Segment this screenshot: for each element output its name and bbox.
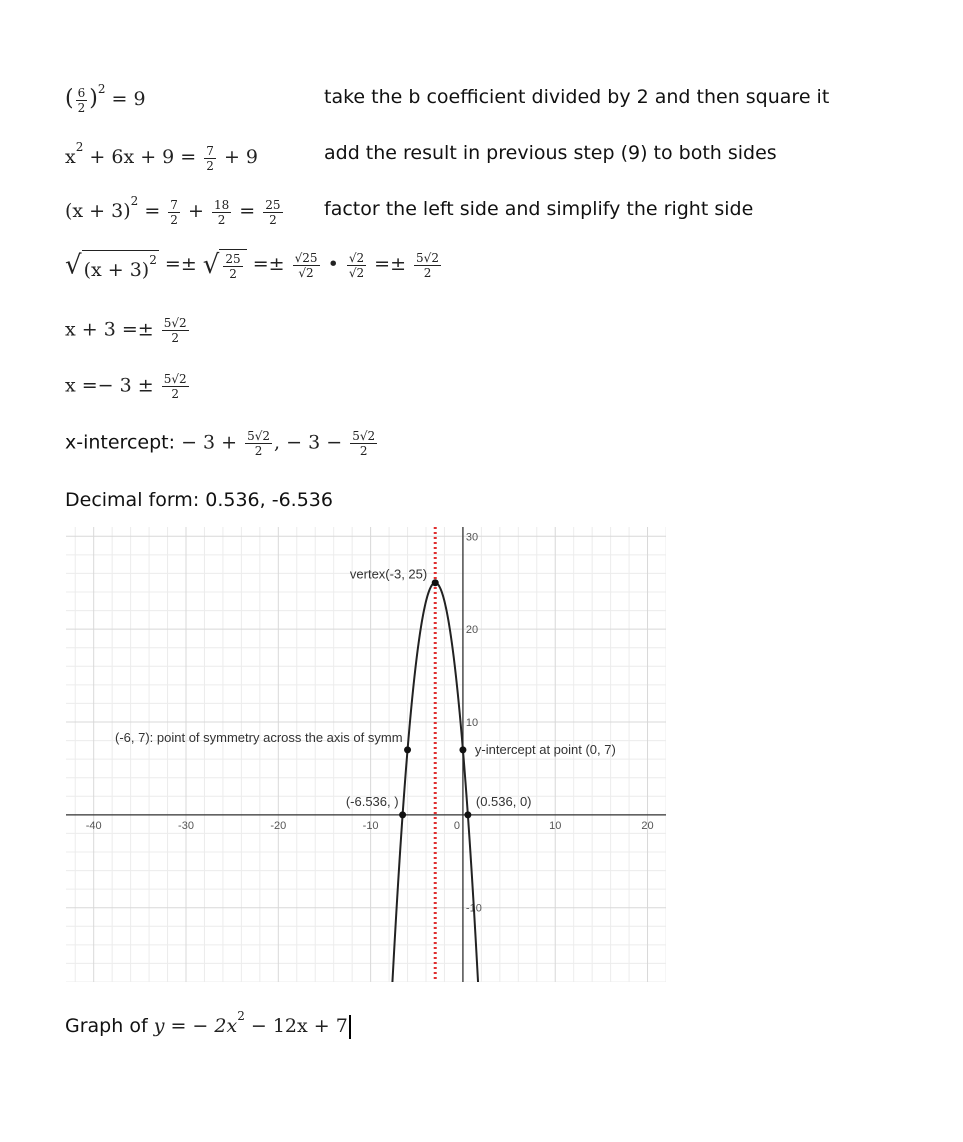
- fraction: $\frac{5√2}{2}$: [163, 372, 187, 401]
- fraction: $\frac{7}{2}$: [170, 197, 178, 227]
- step-6-math: x =− 3 ± $\frac{5√2}{2}$: [65, 372, 187, 401]
- y-tick-label: -10: [465, 902, 482, 915]
- fraction: $\frac{√25}{√2}$: [294, 250, 318, 280]
- fraction: $\frac{5√2}{2}$: [352, 429, 376, 458]
- data-point: [459, 746, 466, 753]
- step-4-math: √ $(x + 3)^2$ =± √ $\frac{25}{2}$ =± $\frac{√25}{√2}$ • $\frac{√2}{√2}$ =± $\frac{5√2}{2}$: [65, 250, 439, 281]
- point-label: y-intercept at point (0, 7): [474, 741, 616, 757]
- caption-label: Graph of: [65, 1015, 148, 1037]
- step-1-math: ( $\frac{6}{2}$ )$^2$ = 9: [65, 82, 146, 115]
- x-tick-label: 10: [549, 819, 562, 832]
- point-label: (-6, 7): point of symmetry across the axis of symm: [115, 729, 403, 745]
- x-intercept-label: x-intercept:: [65, 431, 176, 454]
- y-tick-label: 20: [465, 624, 479, 637]
- text-cursor[interactable]: [349, 1015, 351, 1039]
- step-3-note: factor the left side and simplify the right side: [324, 198, 754, 220]
- parabola-graph: [66, 527, 666, 982]
- point-label: (0.536, 0): [475, 793, 532, 809]
- point-label: vertex(-3, 25): [349, 566, 428, 582]
- fraction: $\frac{6}{2}$: [77, 85, 86, 115]
- data-point: [399, 811, 406, 818]
- point-label: (-6.536, ): [345, 793, 399, 809]
- x-tick-label: -40: [85, 819, 102, 832]
- x-tick-label: -30: [178, 819, 194, 832]
- tick-labels: [86, 531, 654, 914]
- step-3-math: $(x + 3)^2$ = $\frac{7}{2}$ + $\frac{18}{2}$ = $\frac{25}{2}$: [65, 194, 281, 227]
- step-1-note: take the b coefficient divided by 2 and then square it: [324, 86, 830, 108]
- fraction: $\frac{25}{2}$: [265, 197, 281, 227]
- graph-caption: Graph of y = − $2x^2 - 12x + 7$: [65, 1009, 351, 1039]
- step-5-math: x + 3 =± $\frac{5√2}{2}$: [65, 316, 187, 345]
- fraction: $\frac{7}{2}$: [206, 143, 214, 173]
- square-root: √ $\frac{25}{2}$: [203, 249, 247, 281]
- x-tick-label: 0: [453, 819, 460, 832]
- x-tick-label: -20: [270, 819, 287, 832]
- fraction: $\frac{√2}{√2}$: [348, 250, 365, 280]
- fraction: $\frac{18}{2}$: [213, 197, 230, 227]
- fraction: $\frac{5√2}{2}$: [163, 316, 187, 345]
- y-tick-label: 10: [465, 717, 479, 729]
- y-tick-label: 30: [465, 531, 479, 544]
- x-intercept-line: x-intercept: − 3 + $\frac{5√2}{2}$ , − 3 − $\frac{5√2}{2}$: [65, 429, 376, 458]
- data-point: [464, 811, 471, 818]
- x-tick-label: -10: [362, 819, 379, 832]
- points: [115, 567, 616, 819]
- step-2-note: add the result in previous step (9) to both sides: [324, 142, 777, 164]
- square-root: √ $(x + 3)^2$: [65, 250, 157, 281]
- fraction: $\frac{5√2}{2}$: [416, 250, 439, 280]
- data-point: [432, 579, 439, 586]
- decimal-form: Decimal form: 0.536, -6.536: [65, 489, 333, 511]
- fraction: $\frac{5√2}{2}$: [247, 429, 271, 458]
- step-2-math: $x^2 + 6x + 9$ = $\frac{7}{2}$ + 9: [65, 140, 259, 173]
- x-tick-label: 20: [641, 819, 654, 832]
- data-point: [404, 746, 411, 753]
